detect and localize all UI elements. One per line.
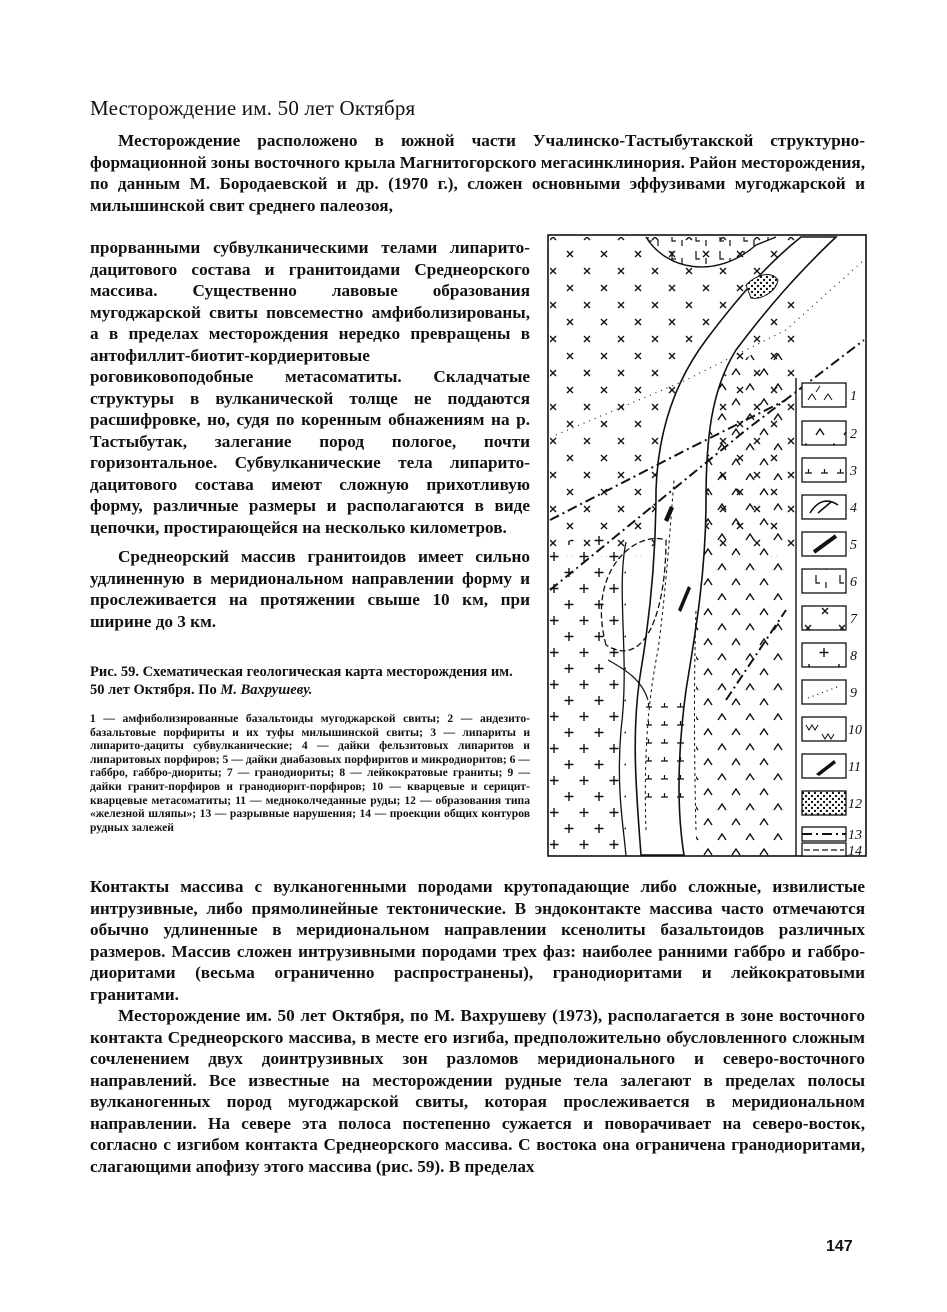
legend-number-1: 1 (850, 389, 857, 404)
legend-number-7: 7 (850, 612, 857, 627)
intro-continuation-text: прорванными субвулканическими телами липарито-дацитового состава и гранитоидами Среднеорского массива. Существенно лавовые образования мугоджарской свиты повсеместно амфиболизированы, а в пределах месторождения нередко превращены в антофиллит-биотит-кордиеритовые роговиковоподобные метасоматиты. Складчатые структуры в вулканической толще не поддаются расшифровке, но, судя по коренным обнажениям на р. Тастыбутак, залегание пород пологое, почти горизонтальное. Субвулканические тела липарито-дацитового состава имеют сложную прихотливую форму, различные размеры и располагаются в виде цепочки, простирающейся на несколько километров. (90, 238, 530, 537)
legend-item-3 (802, 458, 846, 482)
section-title: Месторождение им. 50 лет Октября (90, 96, 416, 120)
geological-map (546, 230, 868, 858)
legend-number-4: 4 (850, 501, 857, 516)
intro-paragraph: Месторождение расположено в южной части Учалинско-Тастыбутакской структурно-формационной зоны восточного крыла Магнитогорского мегасинклинория. Район месторождения, по данным М. Бородаевской и др. (1970 г.), сложен основными эффузивами мугоджарской и милышинской свит среднего палеозоя, (90, 131, 865, 215)
legend-number-6: 6 (850, 575, 857, 590)
legend-number-14: 14 (848, 844, 862, 858)
deposit-paragraph: Месторождение им. 50 лет Октября, по М. Вахрушеву (1973), располагается в зоне восточного контакта Среднеорского массива, в месте его изгиба, предположительно обусловленного сложным сочленением двух доинтрузивных зон разломов меридионального и северо-восточного направлений. Все известные на месторождении рудные тела залегают в пределах полосы вулканогенных пород мугоджарской свиты, которая прослеживается в меридиональном направлении. На севере эта полоса постепенно сужается и поворачивает на северо-восток, согласно с изгибом контакта Среднеорского массива. С востока она ограничена гранодиоритами, слагающими апофизу этого массива (рис. 59). В пределах (90, 1006, 865, 1176)
legend-item-11 (802, 754, 846, 778)
figure-caption (90, 664, 530, 699)
legend-item-13 (802, 827, 846, 841)
page-number: 147 (826, 1238, 853, 1255)
legend-number-13: 13 (848, 828, 862, 843)
contacts-text: Контакты массива с вулканогенными породами крутопадающие либо сложные, извилистые интрузивные, либо прямолинейные тектонические. В эндоконтакте массива часто отмечаются обычно удлиненные в меридиональном направлении ксенолиты базальтоидов различных размеров. Массив сложен интрузивными породами трех фаз: наиболее ранними габбро и габбро-диоритами (весьма ограниченно распространены), гранодиоритами и лейкократовыми гранитами. (90, 877, 865, 1004)
legend-item-5 (802, 532, 846, 556)
legend-item-12 (802, 791, 846, 815)
figure-legend-text: 1 — амфиболизированные базальтоиды мугоджарской свиты; 2 — андезито-базальтовые порфириты и их туфы милышинской свиты; 3 — липариты и липарито-дациты субвулканические; 4 — дайки фельзитовых липаритов и липаритовых порфиров; 5 — дайки диабазовых порфиритов и микродиоритов; 6 — габбро, габбро-диориты; 7 — гранодиориты; 8 — лейкократовые граниты; 9 — дайки гранит-порфиров и гранодиорит-порфиров; 10 — кварцевые и серицит-кварцевые метасоматиты; 11 — медноколчеданные руды; 12 — образования типа «железной шляпы»; 13 — разрывные нарушения; 14 — проекции общих контуров рудных залежей (90, 712, 530, 834)
legend-number-12: 12 (848, 797, 862, 812)
figure-caption-author: М. Вахрушеву. (220, 681, 313, 698)
intro-continuation-paragraph (90, 237, 530, 632)
legend-item-4 (802, 495, 846, 519)
legend-number-10: 10 (848, 723, 862, 738)
contacts-paragraph (90, 876, 865, 1177)
massif-paragraph: Среднеорский массив гранитоидов имеет сильно удлиненную в меридиональном направлении форму и прослеживается на протяжении свыше 10 км, при ширине до 3 км. (90, 547, 530, 631)
legend-item-8 (802, 643, 846, 667)
legend-item-9 (802, 680, 846, 704)
legend-item-1 (802, 383, 846, 407)
legend-number-2: 2 (850, 427, 857, 442)
legend-item-2 (802, 421, 846, 445)
legend-item-7 (802, 606, 846, 630)
legend-item-14 (802, 843, 846, 856)
legend-number-11: 11 (848, 760, 861, 775)
figure-caption-prefix: Рис. 59. Схематическая геологическая карта месторождения им. 50 лет Октября. По (90, 664, 513, 698)
legend-item-10 (802, 717, 846, 741)
legend-number-9: 9 (850, 686, 857, 701)
legend-item-6 (802, 569, 846, 593)
legend-number-3: 3 (850, 464, 857, 479)
legend-number-8: 8 (850, 649, 857, 664)
legend-number-5: 5 (850, 538, 857, 553)
